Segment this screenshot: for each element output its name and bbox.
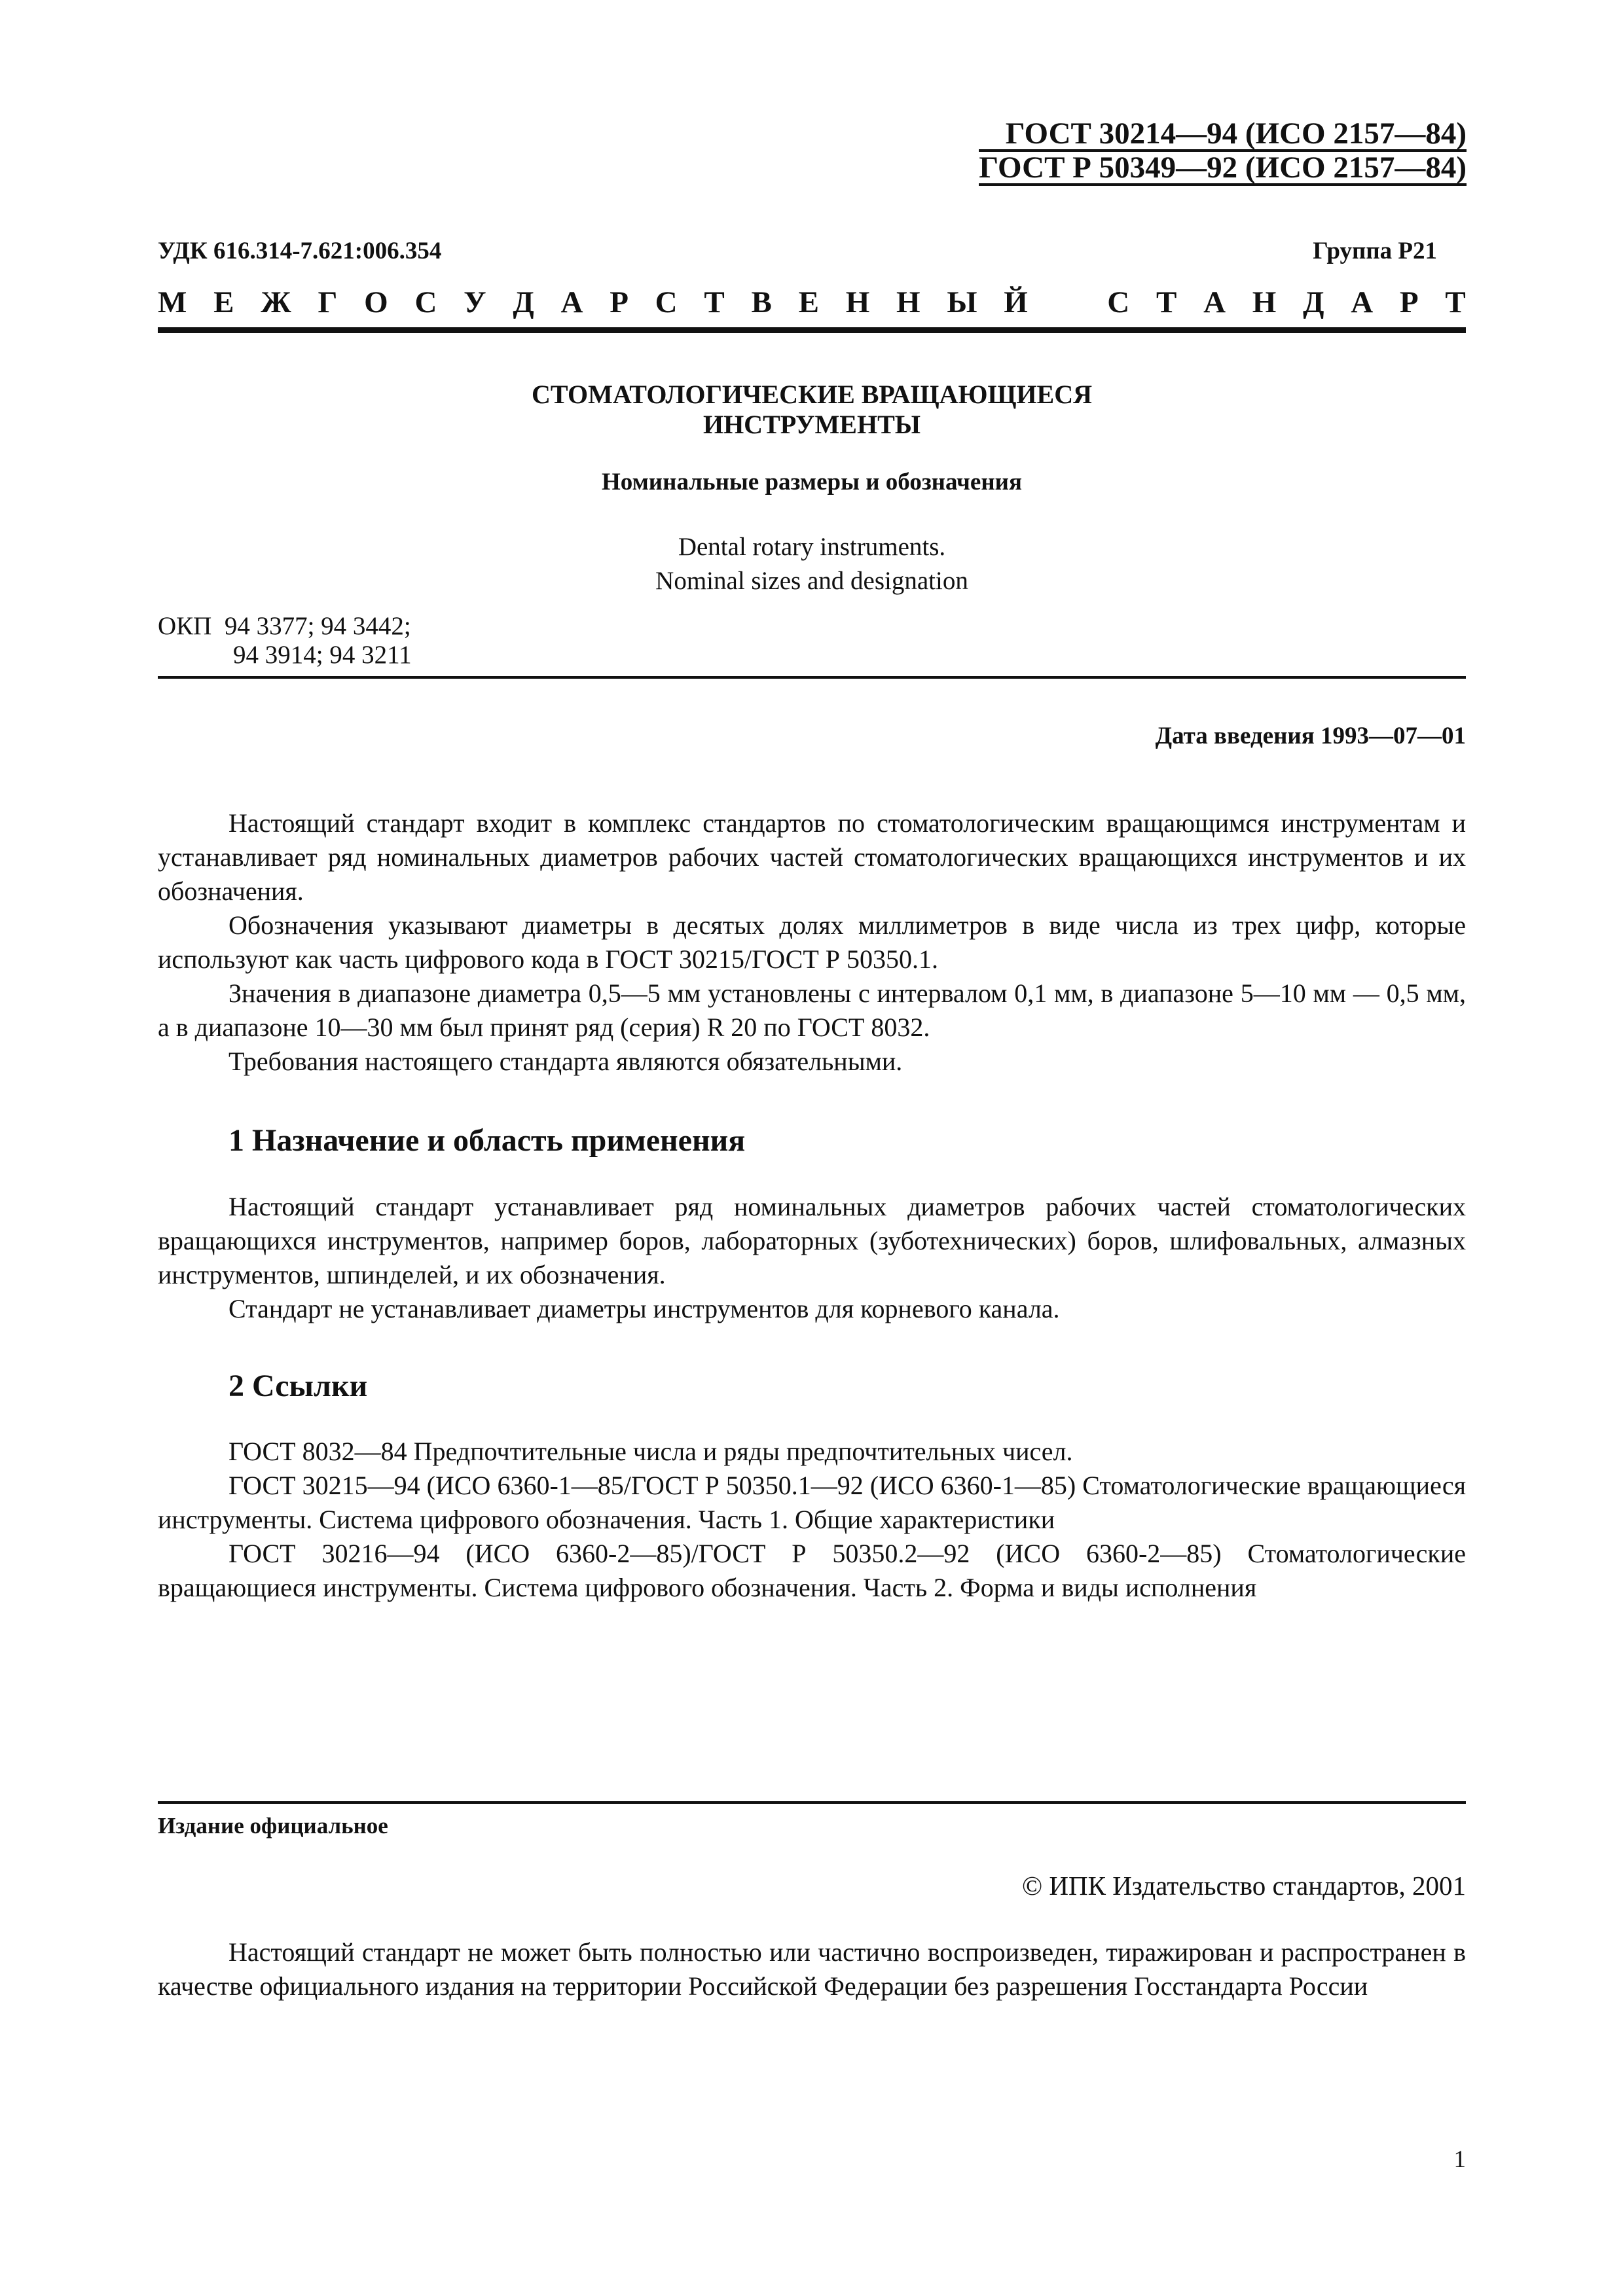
english-title — [158, 530, 1466, 598]
section-2-text — [158, 1435, 1466, 1605]
letter: Ы — [947, 285, 977, 319]
okp-codes — [158, 612, 412, 670]
document-title — [158, 380, 1466, 440]
paragraph: Значения в диапазоне диаметра 0,5—5 мм установлены с интервалом 0,1 мм, в диапазоне 5—10 мм — 0,5 мм, а в диапазоне 10—30 мм был принят ряд (серия) R 20 по ГОСТ 8032. — [158, 978, 1466, 1042]
letter: Д — [513, 285, 534, 319]
document-subtitle: Номинальные размеры и обозначения — [602, 469, 1022, 495]
okp-line-1: ОКП 94 3377; 94 3442; — [158, 612, 411, 640]
letter: Н — [845, 285, 870, 319]
letter: А — [560, 285, 583, 319]
page-number: 1 — [1453, 2146, 1466, 2173]
letter: Й — [1004, 285, 1028, 319]
section-1-heading: 1 Назначение и область применения — [228, 1123, 746, 1158]
letter: Т — [704, 285, 725, 319]
letter: В — [751, 285, 772, 319]
paragraph: ГОСТ 8032—84 Предпочтительные числа и ряды предпочтительных чисел. — [228, 1437, 1073, 1466]
letter: Н — [896, 285, 921, 319]
letter: Р — [610, 285, 629, 319]
paragraph: Требования настоящего стандарта являются обязательными. — [228, 1047, 903, 1076]
letter: С — [414, 285, 437, 319]
copyright-notice: © ИПК Издательство стандартов, 2001 — [1021, 1871, 1466, 1901]
reproduction-notice — [158, 1935, 1466, 2003]
paragraph: ГОСТ 30215—94 (ИСО 6360-1—85/ГОСТ Р 50350.1—92 (ИСО 6360-1—85) Стоматологические вращающиеся инструменты. Система цифрового обозначения. Часть 1. Общие характеристики — [158, 1471, 1466, 1534]
footer-divider — [158, 1801, 1466, 1804]
okp-divider — [158, 676, 1466, 679]
english-title-line-1: Dental rotary instruments. — [678, 533, 946, 561]
title-line-2: ИНСТРУМЕНТЫ — [702, 410, 921, 439]
paragraph: Обозначения указывают диаметры в десятых долях миллиметров в виде числа из трех цифр, которые используют как часть цифрового кода в ГОСТ 30215/ГОСТ Р 50350.1. — [158, 910, 1466, 974]
paragraph: Настоящий стандарт не может быть полностью или частично воспроизведен, тиражирован и распространен в качестве официального издания на территории Российской Федерации без разрешения Госстандарта России — [158, 1937, 1466, 2001]
paragraph: ГОСТ 30216—94 (ИСО 6360-2—85)/ГОСТ Р 50350.2—92 (ИСО 6360-2—85) Стоматологические вращающиеся инструменты. Система цифрового обозначения. Часть 2. Форма и виды исполнения — [158, 1539, 1466, 1602]
letter: А — [1203, 285, 1226, 319]
udk-code: УДК 616.314-7.621:006.354 — [158, 238, 442, 264]
section-2-heading: 2 Ссылки — [228, 1369, 368, 1403]
paragraph: Стандарт не устанавливает диаметры инструментов для корневого канала. — [228, 1294, 1060, 1323]
letter: Н — [1252, 285, 1277, 319]
intro-text — [158, 806, 1466, 1079]
letter: М — [158, 285, 187, 319]
letter: С — [655, 285, 678, 319]
title-line-1: СТОМАТОЛОГИЧЕСКИЕ ВРАЩАЮЩИЕСЯ — [532, 380, 1092, 409]
letter: Ж — [261, 285, 291, 319]
letter: Т — [1445, 285, 1466, 319]
okp-line-2: 94 3914; 94 3211 — [233, 641, 412, 669]
letter: С — [1107, 285, 1130, 319]
letter: Д — [1303, 285, 1324, 319]
section-1-text — [158, 1190, 1466, 1326]
standard-code-1: ГОСТ 30214—94 (ИСО 2157—84) — [979, 118, 1467, 152]
header-divider — [158, 327, 1466, 333]
letter: Г — [318, 285, 338, 319]
paragraph: Настоящий стандарт устанавливает ряд номинальных диаметров рабочих частей стоматологических вращающихся инструментов, например боров, лабораторных (зуботехнических) боров, шлифовальных, алмазных инструментов, шпинделей, и их обозначения. — [158, 1192, 1466, 1289]
group-code: Группа Р21 — [1313, 238, 1437, 264]
letter: У — [464, 285, 486, 319]
official-edition-label: Издание официальное — [158, 1813, 388, 1839]
letter: О — [364, 285, 388, 319]
letter: Е — [798, 285, 819, 319]
letter: Е — [213, 285, 234, 319]
introduction-date: Дата введения 1993—07—01 — [1155, 723, 1466, 749]
standard-type-heading — [158, 283, 1466, 322]
standard-codes — [979, 118, 1467, 186]
standard-code-2: ГОСТ Р 50349—92 (ИСО 2157—84) — [979, 151, 1467, 185]
paragraph: Настоящий стандарт входит в комплекс стандартов по стоматологическим вращающимся инструментам и устанавливает ряд номинальных диаметров рабочих частей стоматологических вращающихся инструментов и их обозначения. — [158, 808, 1466, 906]
english-title-line-2: Nominal sizes and designation — [655, 567, 968, 595]
letter: Р — [1399, 285, 1419, 319]
letter: А — [1351, 285, 1374, 319]
letter: Т — [1156, 285, 1177, 319]
